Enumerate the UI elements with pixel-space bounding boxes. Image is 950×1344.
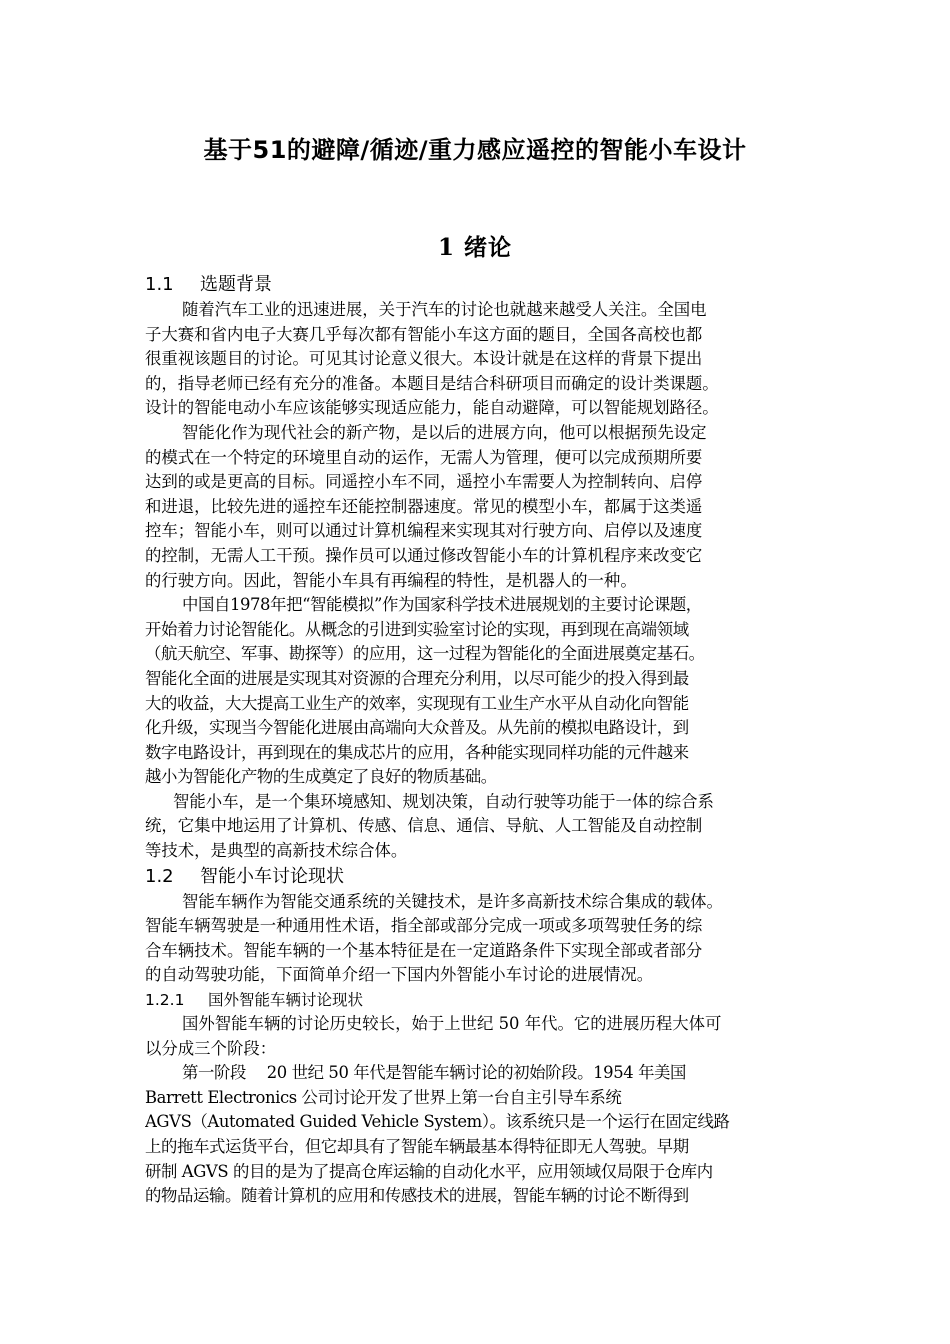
- section-label: 选题背景: [200, 274, 272, 295]
- text-line: 的物品运输。随着计算机的应用和传感技术的进展，智能车辆的讨论不断得到: [145, 1186, 689, 1206]
- section-number: 1.2.1: [145, 991, 185, 1010]
- text-line: 的模式在一个特定的环境里自动的运作，无需人为管理，便可以完成预期所要: [145, 447, 703, 467]
- text-line: 的，指导老师已经有充分的准备。本题目是结合科研项目而确定的设计类课题。: [145, 373, 719, 393]
- paragraph: [145, 1012, 817, 1061]
- text-line: （航天航空、军事、勘探等）的应用，这一过程为智能化的全面进展奠定基石。: [145, 644, 705, 664]
- text-line: 达到的或是更高的目标。同遥控小车不同，遥控小车需要人为控制转向、启停: [145, 472, 703, 492]
- text-line: 化升级，实现当今智能化进展由高端向大众普及。从先前的模拟电路设计，到: [145, 718, 689, 738]
- text-line: 大的收益，大大提高工业生产的效率，实现现有工业生产水平从自动化向智能: [145, 693, 689, 713]
- text-line: 开始着力讨论智能化。从概念的引进到实验室讨论的实现，再到现在高端领域: [145, 619, 689, 639]
- paragraph: [145, 421, 817, 593]
- text-line: 越小为智能化产物的生成奠定了良好的物质基础。: [145, 767, 497, 787]
- text-line: AGVS（Automated Guided Vehicle System）。该系统只是一个运行在固定线路: [145, 1112, 730, 1132]
- document-body: [145, 272, 817, 1209]
- text-line: 智能化作为现代社会的新产物，是以后的进展方向，他可以根据预先设定: [182, 422, 707, 442]
- text-line: 数字电路设计，再到现在的集成芯片的应用，各种能实现同样功能的元件越来: [145, 742, 689, 762]
- section-number: 1.2: [145, 865, 174, 887]
- paragraph: [145, 790, 817, 864]
- text-line: 子大赛和省内电子大赛几乎每次都有智能小车这方面的题目，全国各高校也都: [145, 324, 703, 344]
- section-number: 1.1: [145, 274, 174, 295]
- paragraph: [145, 890, 817, 988]
- section-label: 国外智能车辆讨论现状: [208, 991, 364, 1010]
- chapter-title: 1 绪论: [437, 234, 512, 261]
- section-heading-1-2: [145, 864, 817, 890]
- text-line: 的自动驾驶功能，下面简单介绍一下国内外智能小车讨论的进展情况。: [145, 965, 654, 985]
- section-label: 智能小车讨论现状: [200, 865, 344, 887]
- text-line: 中国自1978年把“智能模拟”作为国家科学技术进展规划的主要讨论课题，: [182, 595, 702, 615]
- text-line: 的行驶方向。因此，智能小车具有再编程的特性，是机器人的一种。: [145, 570, 637, 590]
- text-line: 以分成三个阶段：: [145, 1038, 277, 1058]
- text-line: 智能车辆作为智能交通系统的关键技术，是许多高新技术综合集成的载体。: [182, 891, 723, 911]
- text-line: 的控制，无需人工干预。操作员可以通过修改智能小车的计算机程序来改变它: [145, 545, 703, 565]
- section-heading-1-2-1: [145, 988, 817, 1012]
- text-line: Barrett Electronics 公司讨论开发了世界上第一台自主引导车系统: [145, 1087, 622, 1107]
- paragraph: [145, 298, 817, 421]
- section-heading-1-1: [145, 272, 817, 298]
- text-line: 很重视该题目的讨论。可见其讨论意义很大。本设计就是在这样的背景下提出: [145, 349, 703, 369]
- text-line: 设计的智能电动小车应该能够实现适应能力，能自动避障，可以智能规划路径。: [145, 398, 719, 418]
- text-line: 智能小车，是一个集环境感知、规划决策，自动行驶等功能于一体的综合系: [173, 791, 714, 811]
- paragraph: [145, 1061, 817, 1209]
- text-line: 研制 AGVS 的目的是为了提高仓库运输的自动化水平，应用领域仅局限于仓库内: [145, 1161, 713, 1181]
- text-line: 第一阶段 20 世纪 50 年代是智能车辆讨论的初始阶段。1954 年美国: [182, 1063, 687, 1083]
- text-line: 和进退，比较先进的遥控车还能控制器速度。常见的模型小车，都属于这类遥: [145, 496, 703, 516]
- text-line: 统，它集中地运用了计算机、传感、信息、通信、导航、人工智能及自动控制: [145, 816, 703, 836]
- text-line: 控车；智能小车，则可以通过计算机编程来实现其对行驶方向、启停以及速度: [145, 521, 703, 541]
- text-line: 智能化全面的进展是实现其对资源的合理充分利用，以尽可能少的投入得到最: [145, 668, 689, 688]
- text-line: 合车辆技术。智能车辆的一个基本特征是在一定道路条件下实现全部或者部分: [145, 940, 703, 960]
- text-line: 等技术，是典型的高新技术综合体。: [145, 841, 408, 861]
- text-line: 国外智能车辆的讨论历史较长，始于上世纪 50 年代。它的进展历程大体可: [182, 1014, 722, 1034]
- text-line: 智能车辆驾驶是一种通用性术语，指全部或部分完成一项或多项驾驶任务的综: [145, 916, 703, 936]
- text-line: 随着汽车工业的迅速进展，关于汽车的讨论也就越来越受人关注。全国电: [182, 300, 707, 319]
- paragraph: [145, 593, 817, 790]
- text-line: 上的拖车式运货平台，但它却具有了智能车辆最基本得特征即无人驾驶。早期: [145, 1137, 689, 1156]
- document-title: 基于51的避障/循迹/重力感应遥控的智能小车设计: [203, 136, 747, 164]
